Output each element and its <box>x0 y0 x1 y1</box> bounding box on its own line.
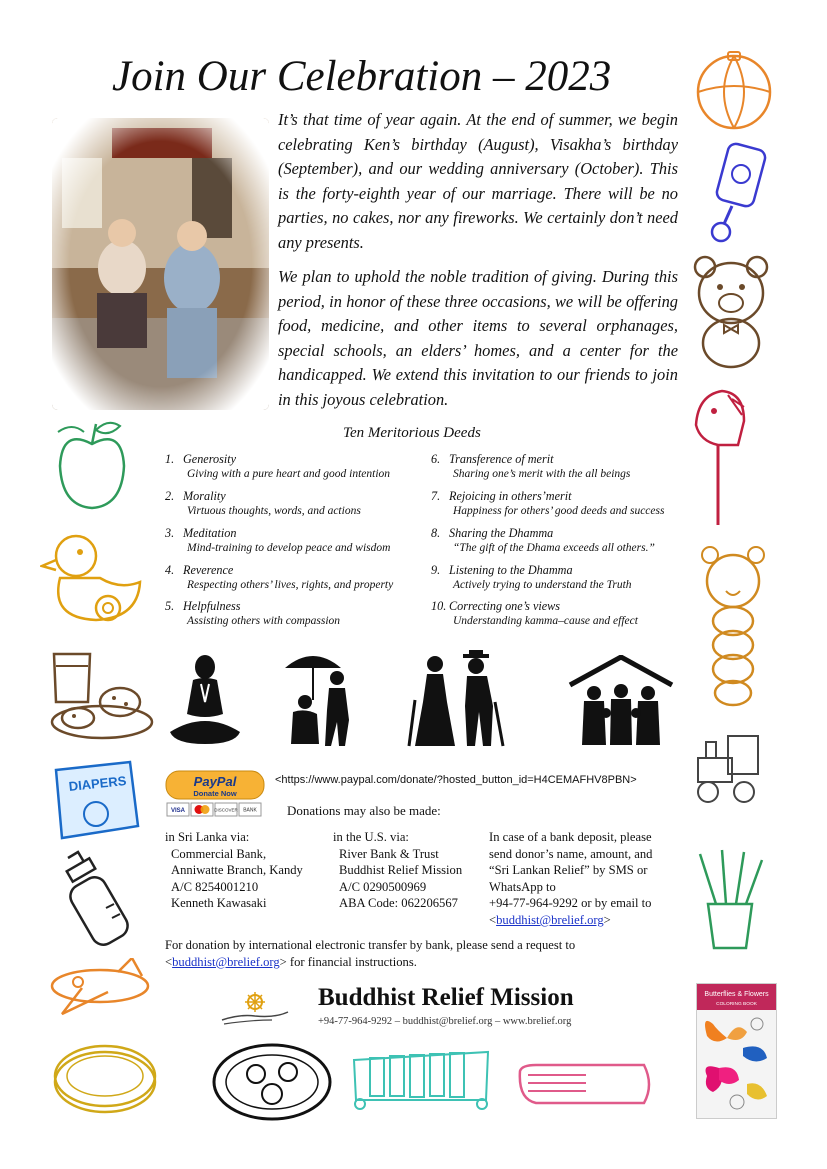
intl-email-link[interactable]: buddhist@brelief.org <box>172 954 280 969</box>
organization-contact: +94-77-964-9292 – buddhist@brelief.org – www.brelief.org <box>318 1016 572 1027</box>
deed-item: 5. Helpfulness Assisting others with compassion <box>165 599 341 627</box>
paint-brushes-cup-icon <box>690 848 770 950</box>
diapers-label: DIAPERS <box>68 773 128 795</box>
deed-item: 10. Correcting one’s views Understanding kamma–cause and effect <box>431 599 638 627</box>
milk-and-cookies-icon <box>50 650 154 740</box>
donations-also-text: Donations may also be made: <box>287 803 441 818</box>
dharma-wheel-hand-logo <box>220 990 290 1028</box>
apple-icon <box>52 418 132 513</box>
toy-train-icon <box>688 728 770 808</box>
organization-name: Buddhist Relief Mission <box>318 984 574 1011</box>
beach-ball-icon <box>694 50 774 132</box>
deed-item: 2. Morality Virtuous thoughts, words, and actions <box>165 489 361 517</box>
couple-photo <box>52 118 269 410</box>
family-under-roof-icon <box>566 655 676 747</box>
book-subtitle: COLORING BOOK <box>716 1002 757 1007</box>
mastercard-card <box>202 817 204 818</box>
coloring-book-cover <box>696 983 777 1119</box>
deeds-title: Ten Meritorious Deeds <box>343 425 481 441</box>
hobby-horse-icon <box>688 385 752 527</box>
visa-card: VISA <box>170 808 186 814</box>
meditating-monk-icon <box>165 652 245 747</box>
paypal-donate-button[interactable] <box>165 770 265 822</box>
bank-deposit-instructions: In case of a bank deposit, please send donor’s name, amount, and “Sri Lankan Relief” by SMS or WhatsApp to +94-77-964-9292 or by email to <buddhist@brelief.org> <box>489 830 653 927</box>
paypal-url[interactable]: <https://www.paypal.com/donate/?hosted_button_id=H4CEMAFHV8PBN> <box>275 774 637 786</box>
book-title: Butterflies & Flowers <box>704 991 769 998</box>
food-plate-icon <box>210 1042 334 1124</box>
helping-umbrella-icon <box>283 650 363 748</box>
bank-us: in the U.S. via: River Bank & Trust Buddhist Relief Mission A/C 0290500969 ABA Code: 062206567 <box>333 830 463 911</box>
intro-paragraph-1: It’s that time of year again. At the end of summer, we begin celebrating Ken’s birthday (August), Visakha’s birthday (September), and our wedding anniversary (October). This is the forty-eighth year of our marriage. There will be no parties, no cakes, nor any fireworks. We certainly don’t need any presents. <box>278 110 678 252</box>
diapers-package-icon <box>50 758 142 842</box>
deed-item: 4. Reverence Respecting others’ lives, rights, and property <box>165 563 394 591</box>
baby-rattle-icon <box>708 142 772 244</box>
international-transfer-text: For donation by international electronic transfer by bank, please send a request to <buddhist@brelief.org> for financial instructions. <box>165 938 576 969</box>
deposit-email-link[interactable]: buddhist@brelief.org <box>496 912 604 927</box>
page-title: Join Our Celebration – 2023 <box>112 53 612 100</box>
deed-item: 7. Rejoicing in others’merit Happiness for others’ good deeds and success <box>431 489 665 517</box>
paypal-button-label: Donate Now <box>193 789 237 798</box>
deed-item: 3. Meditation Mind-training to develop peace and wisdom <box>165 526 391 554</box>
paypal-brand: PayPal <box>193 774 237 789</box>
xylophone-icon <box>346 1042 496 1112</box>
deed-item: 8. Sharing the Dhamma “The gift of the Dhama exceeds all others.” <box>431 526 655 554</box>
baby-bottle-icon <box>58 850 140 952</box>
toy-airplane-icon <box>48 958 152 1018</box>
deed-item: 6. Transference of merit Sharing one’s merit with the all beings <box>431 452 631 480</box>
tambourine-icon <box>50 1040 160 1120</box>
bank-card: BANK <box>243 807 257 814</box>
teddy-bear-icon <box>690 255 772 370</box>
discover-card: DISCOVER <box>214 807 238 813</box>
deed-item: 9. Listening to the Dhamma Actively trying to understand the Truth <box>431 563 632 591</box>
rubber-duck-icon <box>40 530 148 628</box>
elderly-couple-icon <box>403 650 513 748</box>
intro-paragraph-2: We plan to uphold the noble tradition of giving. During this period, in honor of these three occasions, we will be offering food, medicine, and other items to several orphanages, special schools, an elders’ homes, and a center for the handicapped. We extend this invitation to our friends to join in this joyous celebration. <box>278 267 678 409</box>
bank-sri-lanka: in Sri Lanka via: Commercial Bank, Anniwatte Branch, Kandy A/C 8254001210 Kenneth Kawasaki <box>165 830 303 911</box>
deed-item: 1. Generosity Giving with a pure heart and good intention <box>165 452 391 480</box>
crayon-box-icon <box>516 1055 656 1107</box>
caterpillar-toy-icon <box>696 545 770 707</box>
